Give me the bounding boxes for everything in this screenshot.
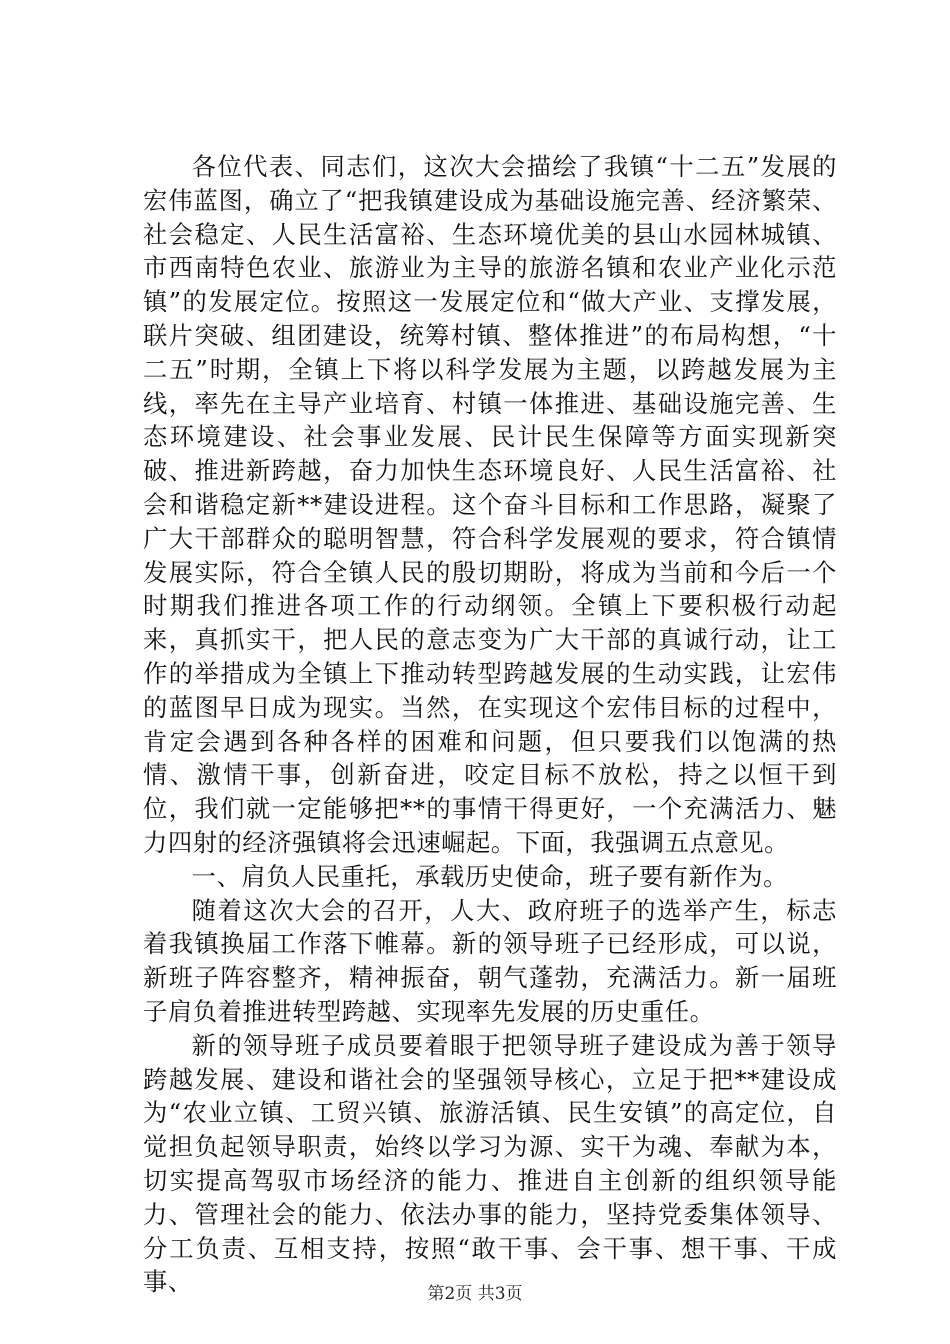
page-number-footer: 第2页 共3页: [427, 1284, 523, 1304]
paragraph-leadership-duties: 新的领导班子成员要着眼于把领导班子建设成为善于领导跨越发展、建设和谐社会的坚强领导核心，立足于把**建设成为“农业立镇、工贸兴镇、旅游活镇、民生安镇”的高定位，自觉担负起领导职责，始终以学习为源、实干为魂、奉献为本，切实提高驾驭市场经济的能力、推进自主创新的组织领导能力、管理社会的能力、依法办事的能力，坚持党委集体领导、分工负责、互相支持，按照“敢干事、会干事、想干事、干成事、: [143, 1030, 837, 1297]
paragraph-leadership-change: 随着这次大会的召开，人大、政府班子的选举产生，标志着我镇换届工作落下帷幕。新的领导班子已经形成，可以说，新班子阵容整齐，精神振奋，朝气蓬勃，充满活力。新一届班子肩负着推进转型跨越、实现率先发展的历史重任。: [143, 895, 837, 1026]
section-heading-one: 一、肩负人民重托，承载历史使命，班子要有新作为。: [191, 861, 788, 891]
paragraph-opening-remarks: 各位代表、同志们，这次大会描绘了我镇“十二五”发展的宏伟蓝图，确立了“把我镇建设成为基础设施完善、经济繁荣、社会稳定、人民生活富裕、生态环境优美的县山水园林城镇、市西南特色农业、旅游业为主导的旅游名镇和农业产业化示范镇”的发展定位。按照这一发展定位和“做大产业、支撑发展，联片突破、组团建设，统筹村镇、整体推进”的布局构想，“十二五”时期，全镇上下将以科学发展为主题，以跨越发展为主线，率先在主导产业培育、村镇一体推进、基础设施完善、生态环境建设、社会事业发展、民计民生保障等方面实现新突破、推进新跨越，奋力加快生态环境良好、人民生活富裕、社会和谐稳定新**建设进程。这个奋斗目标和工作思路，凝聚了广大干部群众的聪明智慧，符合科学发展观的要求，符合镇情发展实际，符合全镇人民的殷切期盼，将成为当前和今后一个时期我们推进各项工作的行动纲领。全镇上下要积极行动起来，真抓实干，把人民的意志变为广大干部的真诚行动，让工作的举措成为全镇上下推动转型跨越发展的生动实践，让宏伟的蓝图早日成为现实。当然，在实现这个宏伟目标的过程中，肯定会遇到各种各样的困难和问题，但只要我们以饱满的热情、激情干事，创新奋进，咬定目标不放松，持之以恒干到位，我们就一定能够把**的事情干得更好，一个充满活力、魅力四射的经济强镇将会迅速崛起。下面，我强调五点意见。: [143, 152, 837, 857]
document-body: [143, 150, 837, 1299]
